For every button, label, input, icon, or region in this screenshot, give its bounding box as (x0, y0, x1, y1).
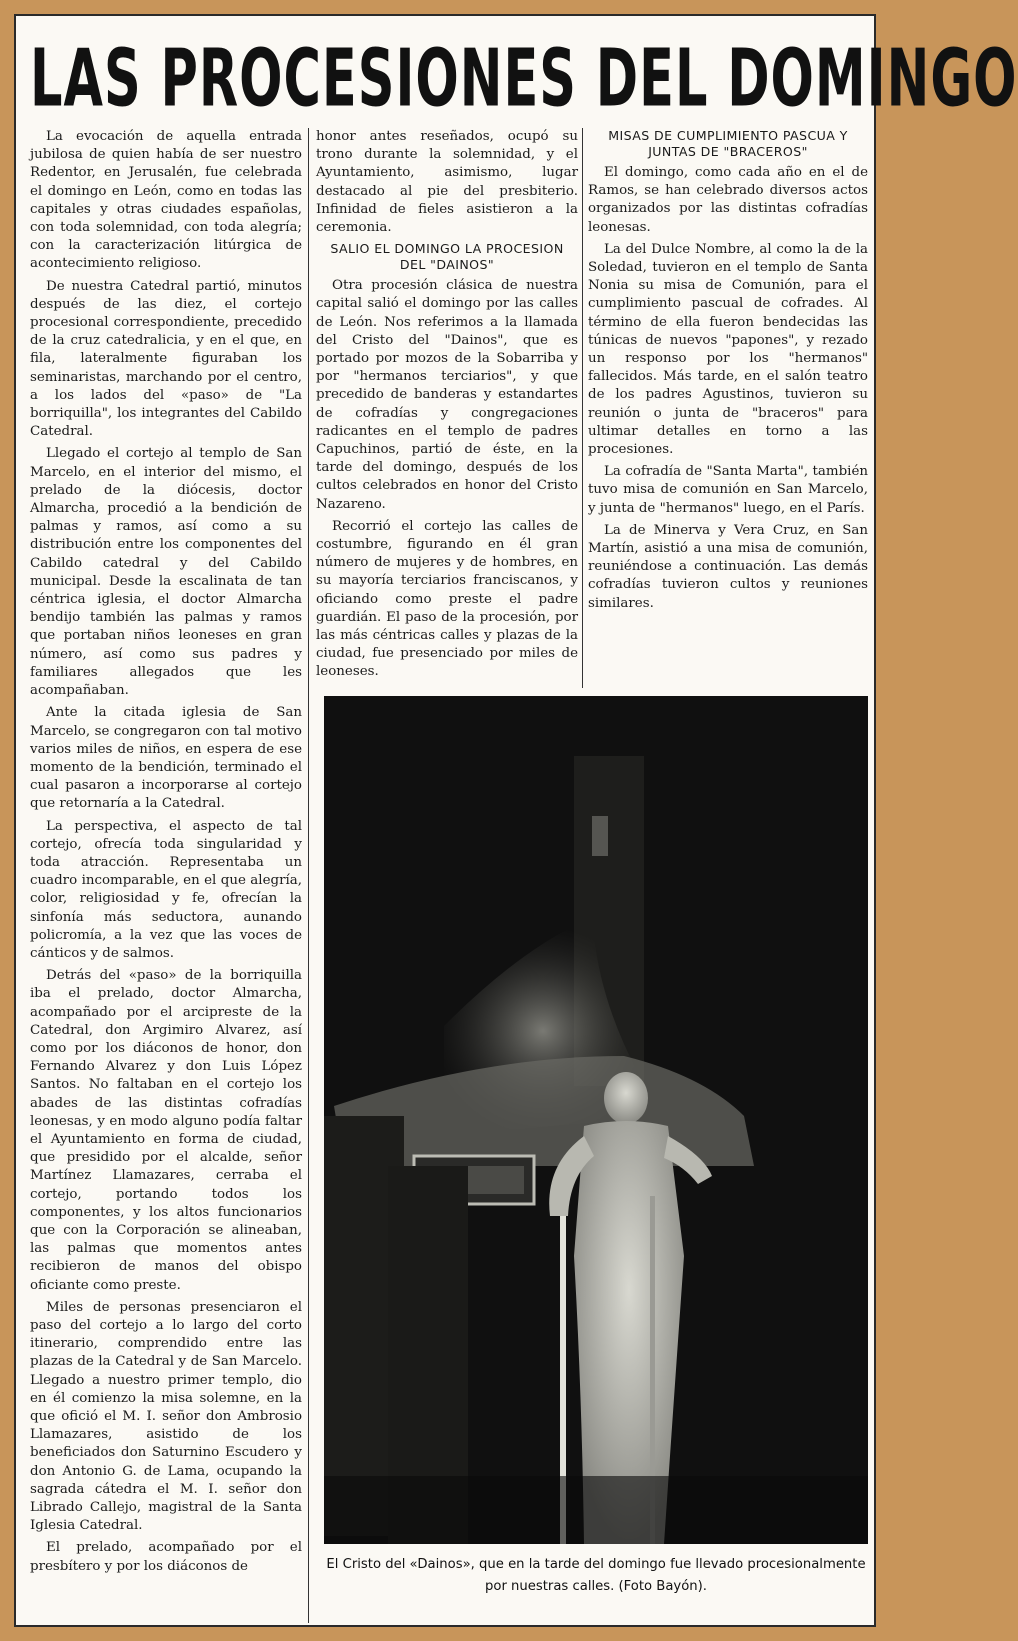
paragraph: El domingo, como cada año en el de Ramos, se han celebrado diversos actos organizados por las distintas cofradías leonesas. (588, 165, 868, 235)
paragraph: honor antes reseñados, ocupó su trono durante la solemnidad, y el Ayuntamiento, asimismo, lugar destacado al pie del presbiterio. Infinidad de fieles asistieron a la ceremonia. (316, 129, 578, 236)
article-column-3 (588, 128, 868, 688)
paragraph: La perspectiva, el aspecto de tal cortejo, ofrecía toda singularidad y toda atracción. Representaba un cuadro incomparable, en el que alegría, color, religiosidad y fe, ofrecían la sinfonía más seductora, aunando policromía, a la vez que las voces de cánticos y de salmos. (30, 818, 302, 961)
paragraph: Llegado el cortejo al templo de San Marcelo, en el interior del mismo, el prelado de la diócesis, doctor Almarcha, procedió a la bendición de palmas y ramos, así como a su distribución entre los componentes del Cabildo catedral y del Cabildo municipal. Desde la escalinata de tan céntrica iglesia, el doctor Almarcha bendijo también las palmas y ramos que portaban niños leoneses en gran número, así como sus padres y familiares allegados que les acompañaban. (30, 446, 302, 699)
procession-photo (324, 696, 868, 1544)
headline: LAS PROCESIONES DEL DOMINGO (30, 34, 1018, 126)
article-column-1 (30, 128, 302, 1623)
paragraph: Recorrió el cortejo las calles de costumbre, figurando en él gran número de mujeres y de hombres, en su mayoría terciarios franciscanos, y oficiando como preste el padre guardián. El paso de la procesión, por las más céntricas calles y plazas de la ciudad, fue presenciado por miles de leoneses. (316, 518, 578, 680)
paragraph: Miles de personas presenciaron el paso del cortejo a lo largo del corto itinerario, comprendido entre las plazas de la Catedral y de San Marcelo. Llegado a nuestro primer templo, dio en él comienzo la misa solemne, en la que ofició el M. I. señor don Ambrosio Llamazares, asistido de los beneficiados don Saturnino Escudero y don Antonio G. de Lama, ocupando la sagrada cátedra el M. I. señor don Librado Callejo, magistral de la Santa Iglesia Catedral. (30, 1299, 302, 1534)
article-column-2 (316, 128, 578, 688)
paragraph: La de Minerva y Vera Cruz, en San Martín, asistió a una misa de comunión, reuniéndose a continuación. Las demás cofradías tuvieron cultos y reuniones similares. (588, 522, 868, 611)
paragraph: La evocación de aquella entrada jubilosa de quien había de ser nuestro Redentor, en Jerusalén, fue celebrada el domingo en León, como en todas las capitales y otras ciudades españolas, con toda solemnidad, con toda alegría; con la caracterización litúrgica de acontecimiento religioso. (30, 129, 302, 272)
paragraph: El prelado, acompañado por el presbítero y por los diáconos de (30, 1540, 302, 1574)
procession-photo-drawing (324, 696, 868, 1544)
photo-caption: El Cristo del «Dainos», que en la tarde del domingo fue llevado procesionalmente por nuestras calles. (Foto Bayón). (326, 1557, 866, 1594)
paragraph: Ante la citada iglesia de San Marcelo, se congregaron con tal motivo varios miles de niños, en espera de ese momento de la bendición, terminado el cual pasaron a incorporarse al cortejo que retornaría a la Catedral. (30, 705, 302, 812)
column-rule (582, 128, 583, 688)
column-rule (308, 128, 309, 1623)
paragraph: La cofradía de "Santa Marta", también tuvo misa de comunión en San Marcelo, y junta de "hermanos" luego, en el París. (588, 464, 868, 516)
paragraph: La del Dulce Nombre, al como la de la Soledad, tuvieron en el templo de Santa Nonia su misa de Comunión, para el cumplimiento pascual de cofrades. Al término de ella fueron bendecidas las túnicas de nuevos "papones", y rezado un responso por los "hermanos" fallecidos. Más tarde, en el salón teatro de los padres Agustinos, tuvieron su reunión o junta de "braceros" para ultimar detalles en torno a las procesiones. (588, 241, 868, 458)
paragraph: De nuestra Catedral partió, minutos después de las diez, el cortejo procesional correspondiente, precedido de la cruz catedralicia, y en el que, en fila, lateralmente figuraban los seminaristas, marchando por el centro, a los lados del «paso» de "La borriquilla", los integrantes del Cabildo Catedral. (30, 278, 302, 440)
paragraph: Detrás del «paso» de la borriquilla iba el prelado, doctor Almarcha, acompañado por el arcipreste de la Catedral, don Argimiro Alvarez, así como por los diáconos de honor, don Fernando Alvarez y don Luis López Santos. No faltaban en el cortejo los abades de las distintas cofradías leonesas, y en modo alguno podía faltar el Ayuntamiento en forma de ciudad, que presidido por el alcalde, señor Martínez Llamazares, cerraba el cortejo, portando todos los componentes, y los altos funcionarios que con la Corporación se alineaban, las palmas que momentos antes recibieron de manos del obispo oficiante como preste. (30, 968, 302, 1293)
section-subhead: SALIO EL DOMINGO LA PROCESION DEL "DAINOS" (330, 241, 564, 273)
paragraph: Otra procesión clásica de nuestra capital salió el domingo por las calles de León. Nos referimos a la llamada del Cristo del "Dainos", que es portado por mozos de la Sobarriba y por "hermanos terciarios", y que precedido de banderas y estandartes de cofradías y congregaciones radicantes en el templo de padres Capuchinos, partió de éste, en la tarde del domingo, después de los cultos celebrados en honor del Cristo Nazareno. (316, 278, 578, 512)
section-subhead: MISAS DE CUMPLIMIENTO PASCUA Y JUNTAS DE "BRACEROS" (608, 128, 848, 159)
newspaper-clipping (14, 14, 1018, 1627)
